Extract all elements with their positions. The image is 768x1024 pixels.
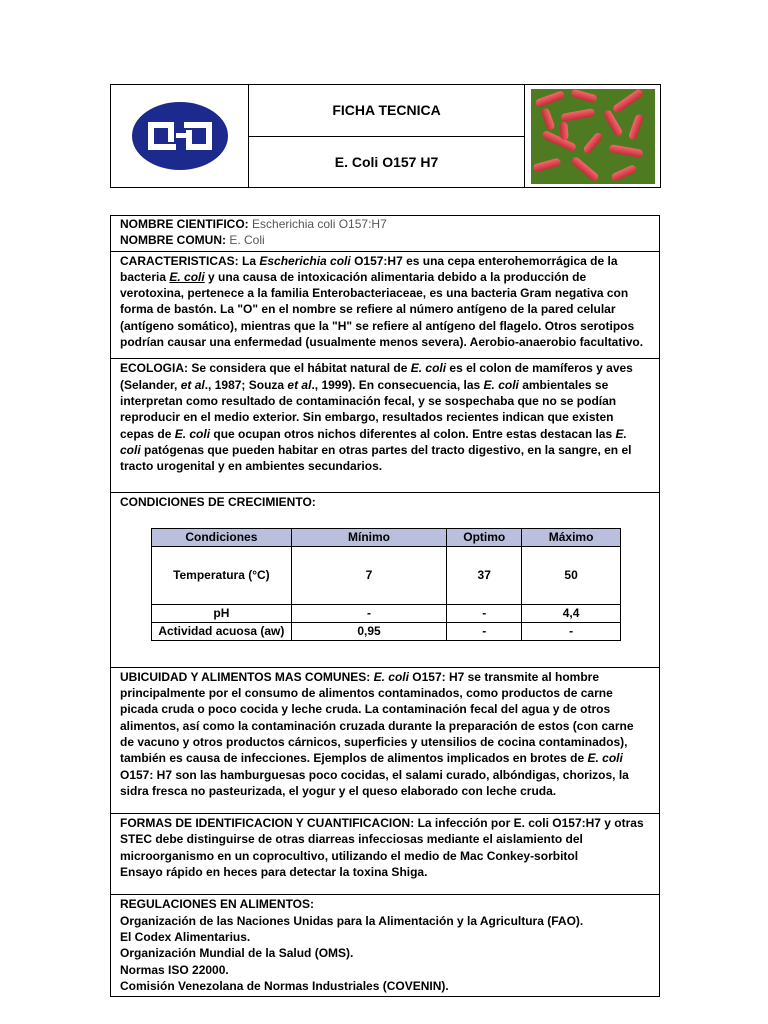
table-cell: 4,4 <box>522 604 621 622</box>
list-item: El Codex Alimentarius. <box>120 929 251 944</box>
university-logo-icon <box>130 100 230 172</box>
logo-cell <box>111 85 249 187</box>
species-name: E. coli <box>373 669 409 684</box>
list-item: Comisión Venezolana de Normas Industriales (COVENIN). <box>120 978 449 993</box>
table-cell: pH <box>152 604 292 622</box>
species-name: E. coli <box>483 377 519 392</box>
scientific-name-value: Escherichia coli O157:H7 <box>252 217 387 231</box>
ecologia-text: ., 1987; Souza <box>204 377 288 392</box>
regulaciones-label: REGULACIONES EN ALIMENTOS: <box>120 897 315 912</box>
names-section <box>111 216 659 251</box>
document-title: FICHA TECNICA <box>332 102 441 119</box>
species-name: E. coli <box>410 361 447 376</box>
ecologia-text: que ocupan otros nichos diferentes al colon. Entre estas destacan las <box>210 426 616 441</box>
crecimiento-section <box>111 492 659 666</box>
caracteristicas-text: y una causa de intoxicación alimentaria debido a la producción de verotoxina, pertenece a la familia Enterobacteriaceae, es una bacteria Gram negativa con forma de bastón. La "O" en el nombre se refiere al número antígeno de la pared celular (antígeno somático), mientras que la "H" se refiere al antígeno del flagelo. Otros serotipos podrían causar una enfermedad (usualmente menos severa). Aerobio-anaerobio facultativo. <box>120 269 644 350</box>
document-subtitle: E. Coli O157 H7 <box>249 136 524 188</box>
table-row <box>152 622 621 640</box>
caracteristicas-section <box>111 251 659 359</box>
column-header: Optimo <box>447 528 522 546</box>
citation-et-al: et al <box>287 377 312 392</box>
caracteristicas-text: La <box>238 253 260 268</box>
content-table <box>110 215 660 997</box>
table-row <box>152 604 621 622</box>
table-cell: - <box>522 622 621 640</box>
list-item: Normas ISO 22000. <box>120 962 229 977</box>
column-header: Mínimo <box>291 528 447 546</box>
ubicuidad-text: O157: H7 son las hamburguesas poco cocidas, el salami curado, albóndigas, chorizos, la sidra fresca no pasteurizada, el yogur y el queso elaborado con leche cruda. <box>120 767 629 798</box>
table-cell: - <box>447 604 522 622</box>
species-name: Escherichia coli <box>259 253 351 268</box>
ecologia-text: ambientales se interpretan como resultado de contaminación fecal, y se sospechaba que no se podían reproducir en el medio exterior. Sin embargo, resultados recientes indican que existen cepas de <box>120 377 617 441</box>
ecologia-text: Se considera que el hábitat natural de <box>188 361 411 376</box>
regulaciones-section <box>111 894 659 996</box>
formas-section <box>111 813 659 894</box>
species-name: E. coli <box>120 426 627 457</box>
species-name: E. coli <box>587 751 623 766</box>
table-header-row <box>152 528 621 546</box>
table-cell: 7 <box>291 546 447 604</box>
image-cell <box>525 85 660 187</box>
table-cell: 50 <box>522 546 621 604</box>
formas-text: Ensayo rápido en heces para detectar la toxina Shiga. <box>120 865 428 880</box>
table-cell: Temperatura (°C) <box>152 546 292 604</box>
bacteria-micrograph-icon <box>531 89 655 184</box>
ecologia-text: ., 1999). En consecuencia, las <box>311 377 484 392</box>
ecologia-section <box>111 358 659 492</box>
formas-label: FORMAS DE IDENTIFICACION Y CUANTIFICACION: <box>120 816 415 831</box>
ubicuidad-text: O157: H7 se transmite al hombre principalmente por el consumo de alimentos contaminados, como productos de carne picada cruda o poco cocida y leche cruda. La contaminación fecal del agua y de otros alimentos, así como la contaminación cruzada durante la preparación de estos (con carne de vacuno y otros productos cárnicos, superficies y utensilios de cocina contaminados), también es causa de infecciones. Ejemplos de alimentos implicados en brotes de <box>120 669 634 766</box>
ubicuidad-section <box>111 667 659 813</box>
table-cell: 0,95 <box>291 622 447 640</box>
common-name-value: E. Coli <box>229 233 265 248</box>
ecologia-text: patógenas que pueden habitar en otras partes del tracto digestivo, en la sangre, en el tracto urogenital y en ambientes secundarios. <box>120 442 632 474</box>
citation-et-al: et al <box>180 377 205 392</box>
ecologia-text: es el colon de mamíferos y aves (Selander, <box>120 361 633 392</box>
list-item: Organización de las Naciones Unidas para la Alimentación y la Agricultura (FAO). <box>120 913 584 928</box>
caracteristicas-text: O157:H7 es una cepa enterohemorrágica de la bacteria <box>120 253 618 284</box>
caracteristicas-label: CARACTERISTICAS: <box>120 253 239 268</box>
ubicuidad-label: UBICUIDAD Y ALIMENTOS MAS COMUNES: <box>120 669 371 684</box>
species-name: E. coli <box>169 269 205 284</box>
list-item: Organización Mundial de la Salud (OMS). <box>120 946 354 961</box>
table-cell: - <box>447 622 522 640</box>
table-cell: 37 <box>447 546 522 604</box>
species-name: E. coli <box>174 426 211 441</box>
table-cell: - <box>291 604 447 622</box>
scientific-name-label: NOMBRE CIENTIFICO: <box>120 217 249 231</box>
formas-text: La infección por E. coli O157:H7 y otras STEC debe distinguirse de otras diarreas infecciosas mediante el aislamiento del microorganismo en un coprocultivo, utilizando el medio de Mac Conkey-sorbitol <box>120 816 644 863</box>
growth-conditions-table <box>151 528 621 641</box>
table-cell: Actividad acuosa (aw) <box>152 622 292 640</box>
title-cell <box>249 85 525 187</box>
table-row <box>152 546 621 604</box>
column-header: Condiciones <box>152 528 292 546</box>
header-table <box>110 84 661 188</box>
ecologia-label: ECOLOGIA: <box>120 361 188 376</box>
common-name-label: NOMBRE COMUN: <box>120 233 226 248</box>
crecimiento-label: CONDICIONES DE CRECIMIENTO: <box>120 495 316 510</box>
column-header: Máximo <box>522 528 621 546</box>
